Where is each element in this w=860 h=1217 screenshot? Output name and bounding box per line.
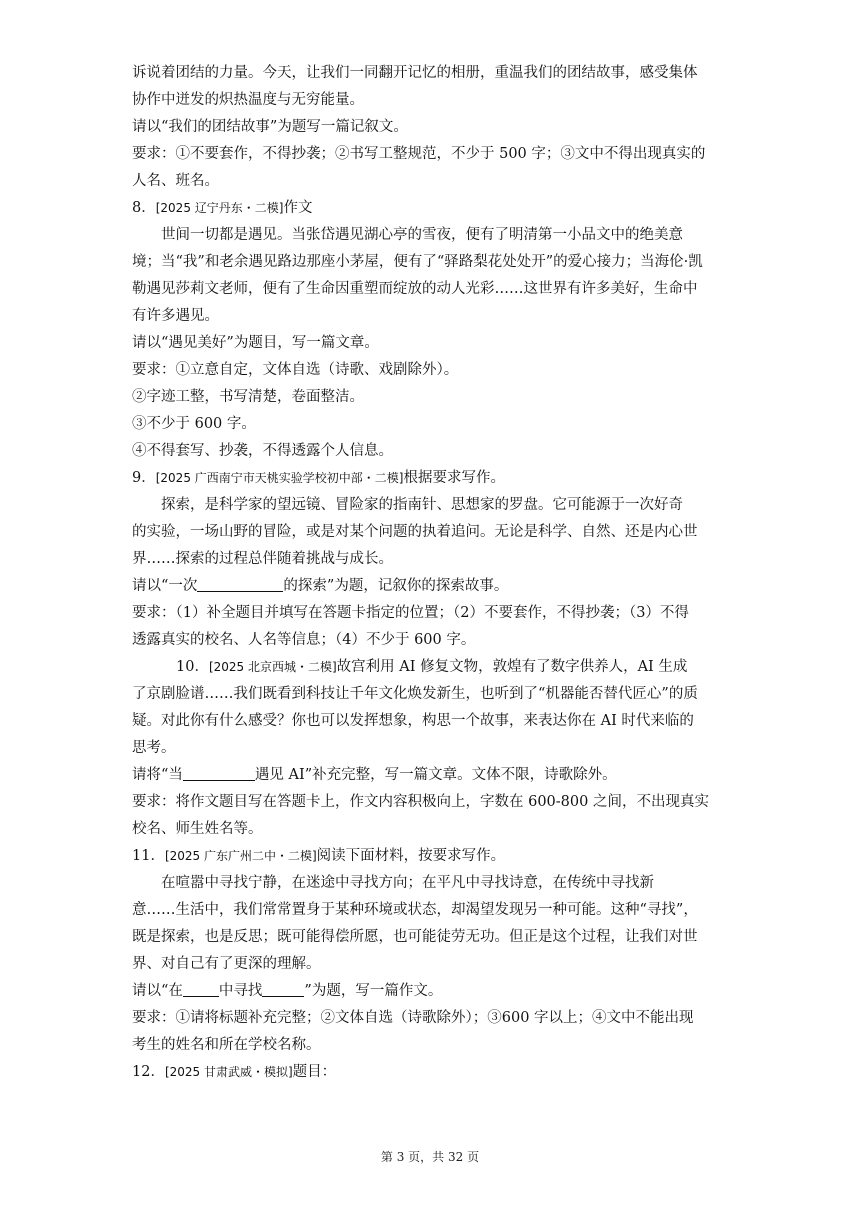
fill-blank (183, 980, 219, 997)
requirement-line: 校名、师生姓名等。 (132, 821, 263, 837)
material-line: 了京剧脸谱……我们既看到科技让千年文化焕发新生，也听到了“机器能否替代匠心”的质 (132, 686, 698, 702)
requirement-line: ②字迹工整，书写清楚，卷面整洁。 (132, 389, 364, 405)
material-line: 探索，是科学家的望远镜、冒险家的指南针、思想家的罗盘。它可能源于一次好奇 (161, 497, 683, 513)
fill-blank (183, 764, 255, 781)
question-task: 作文 (283, 200, 313, 216)
question-task: 题目： (292, 1064, 337, 1080)
requirement-line: ③不少于 600 字。 (132, 416, 256, 432)
question-12-header (132, 1059, 728, 1086)
question-task: 根据要求写作。 (403, 470, 505, 486)
requirement-line: 要求：①不要套作，不得抄袭；②书写工整规范，不少于 500 字；③文中不得出现真实的 (132, 146, 706, 162)
question-8-header (132, 195, 728, 222)
requirement-line: 要求：（1）补全题目并填写在答题卡指定的位置；（2）不要套作，不得抄袭；（3）不得 (132, 605, 689, 621)
question-source: [2025 广东广州二中・二模] (164, 849, 317, 863)
material-line: 界、对自己有了更深的理解。 (132, 956, 321, 972)
material-line: 境；当“我”和老余遇见路边那座小茅屋，便有了“驿路梨花处处开”的爱心接力；当海伦·凯 (132, 254, 703, 270)
requirement-line: 人名、班名。 (132, 173, 219, 189)
prompt-text: ”为题，写一篇作文。 (304, 983, 443, 999)
question-source: [2025 广西南宁市天桃实验学校初中部・二模] (155, 471, 404, 485)
question-task: 阅读下面材料，按要求写作。 (316, 848, 506, 864)
page-content (132, 60, 728, 1086)
material-text: 故宫利用 AI 修复文物，敦煌有了数字供养人，AI 生成 (336, 659, 688, 675)
question-number: 9． (132, 470, 156, 486)
prompt-text: 请以“在 (132, 983, 183, 999)
material-line: 既是探索，也是反思；既可能得偿所愿，也可能徒劳无功。但正是这个过程，让我们对世 (132, 929, 698, 945)
fill-blank (262, 980, 304, 997)
prompt-line (132, 978, 728, 1005)
text-line: 协作中迸发的炽热温度与无穷能量。 (132, 92, 364, 108)
material-line: 勒遇见莎莉文老师，便有了生命因重塑而绽放的动人光彩……这世界有许多美好，生命中 (132, 281, 698, 297)
prompt-text: 请将“当 (132, 767, 183, 783)
prompt-text: 的探索”为题，记叙你的探索故事。 (283, 578, 509, 594)
question-11-header (132, 843, 728, 870)
requirement-line: 要求：①请将标题补充完整；②文体自选（诗歌除外）；③600 字以上；④文中不能出现 (132, 1010, 694, 1026)
question-9-header (132, 465, 728, 492)
page-footer: 第 3 页，共 32 页 (380, 1150, 480, 1164)
question-10-header (132, 654, 728, 681)
prompt-text: 遇见 AI”补充完整，写一篇文章。文体不限，诗歌除外。 (254, 767, 617, 783)
prompt-text: 请以“一次 (132, 578, 198, 594)
requirement-line: 考生的姓名和所在学校名称。 (132, 1037, 321, 1053)
text-line: 诉说着团结的力量。今天，让我们一同翻开记忆的相册，重温我们的团结故事，感受集体 (132, 65, 698, 81)
material-line: 意……生活中，我们常常置身于某种环境或状态，却渴望发现另一种可能。这种“寻找”， (132, 902, 698, 918)
requirement-line: 要求：将作文题目写在答题卡上，作文内容积极向上，字数在 600-800 之间，不出现真实 (132, 794, 709, 810)
material-line: 有许多遇见。 (132, 308, 219, 324)
material-line: 思考。 (132, 740, 176, 756)
material-line: 的实验，一场山野的冒险，或是对某个问题的执着追问。无论是科学、自然、还是内心世 (132, 524, 698, 540)
question-number: 10． (176, 659, 209, 675)
question-source: [2025 甘肃武威・模拟] (164, 1065, 293, 1079)
question-source: [2025 北京西城・二模] (208, 660, 337, 674)
prompt-line: 请以“我们的团结故事”为题写一篇记叙文。 (132, 119, 408, 135)
material-line: 世间一切都是遇见。当张岱遇见湖心亭的雪夜，便有了明清第一小品文中的绝美意 (161, 227, 683, 243)
prompt-line: 请以“遇见美好”为题目，写一篇文章。 (132, 335, 379, 351)
requirement-line: 透露真实的校名、人名等信息；（4）不少于 600 字。 (132, 632, 476, 648)
fill-blank (197, 575, 283, 592)
material-line: 疑。对此你有什么感受？你也可以发挥想象，构思一个故事，来表达你在 AI 时代来临的 (132, 713, 694, 729)
requirement-line: 要求：①立意自定，文体自选（诗歌、戏剧除外）。 (132, 362, 459, 378)
requirement-line: ④不得套写、抄袭，不得透露个人信息。 (132, 443, 393, 459)
question-number: 8． (132, 200, 156, 216)
prompt-text: 中寻找 (218, 983, 263, 999)
prompt-line (132, 762, 728, 789)
material-line: 界……探索的过程总伴随着挑战与成长。 (132, 551, 393, 567)
material-line: 在喧嚣中寻找宁静，在迷途中寻找方向；在平凡中寻找诗意，在传统中寻找新 (161, 875, 654, 891)
question-number: 12． (132, 1064, 165, 1080)
prompt-line (132, 573, 728, 600)
question-source: [2025 辽宁丹东・二模] (155, 201, 284, 215)
question-number: 11． (132, 848, 165, 864)
